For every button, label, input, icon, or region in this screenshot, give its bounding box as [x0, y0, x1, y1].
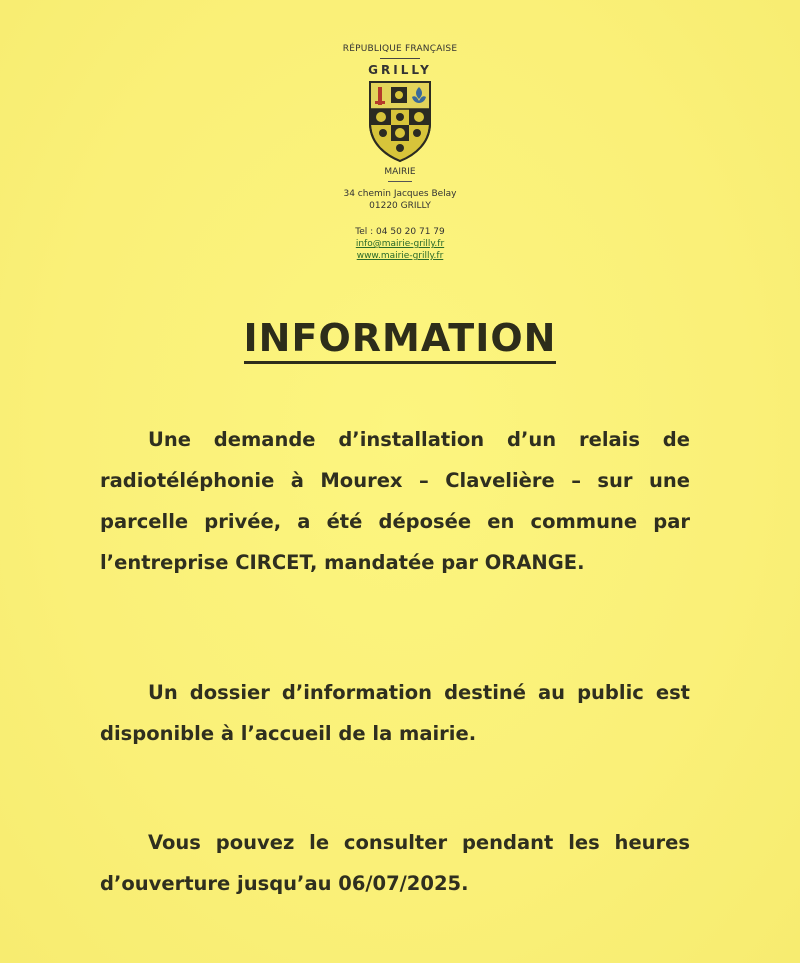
mairie-divider — [388, 181, 412, 182]
letterhead — [0, 36, 800, 262]
paragraph-dossier: Un dossier d’information destiné au public est disponible à l’accueil de la mairie. — [100, 681, 690, 745]
header-divider — [380, 58, 420, 59]
republic-label: RÉPUBLIQUE FRANÇAISE — [342, 44, 458, 54]
commune-name: GRILLY — [368, 63, 432, 77]
address-line-1: 34 chemin Jacques Belay — [343, 189, 457, 199]
address-line-2: 01220 GRILLY — [369, 201, 431, 211]
contact-block — [0, 226, 800, 262]
email-link[interactable]: info@mairie-grilly.fr — [355, 239, 445, 249]
website-link[interactable]: www.mairie-grilly.fr — [356, 251, 444, 261]
paragraph-consultation: Vous pouvez le consulter pendant les heures d’ouverture jusqu’au 06/07/2025. — [100, 831, 690, 895]
notice-title — [0, 316, 800, 360]
paragraph-request: Une demande d’installation d’un relais de radiotéléphonie à Mourex – Clavelière – sur une parcelle privée, a été déposée en commune par l’entreprise CIRCET, mandatée par ORANGE. — [100, 428, 690, 574]
coat-of-arms-icon — [367, 79, 433, 163]
mairie-label: MAIRIE — [384, 167, 416, 177]
title-text: INFORMATION — [244, 316, 557, 364]
phone-number: Tel : 04 50 20 71 79 — [355, 227, 445, 237]
